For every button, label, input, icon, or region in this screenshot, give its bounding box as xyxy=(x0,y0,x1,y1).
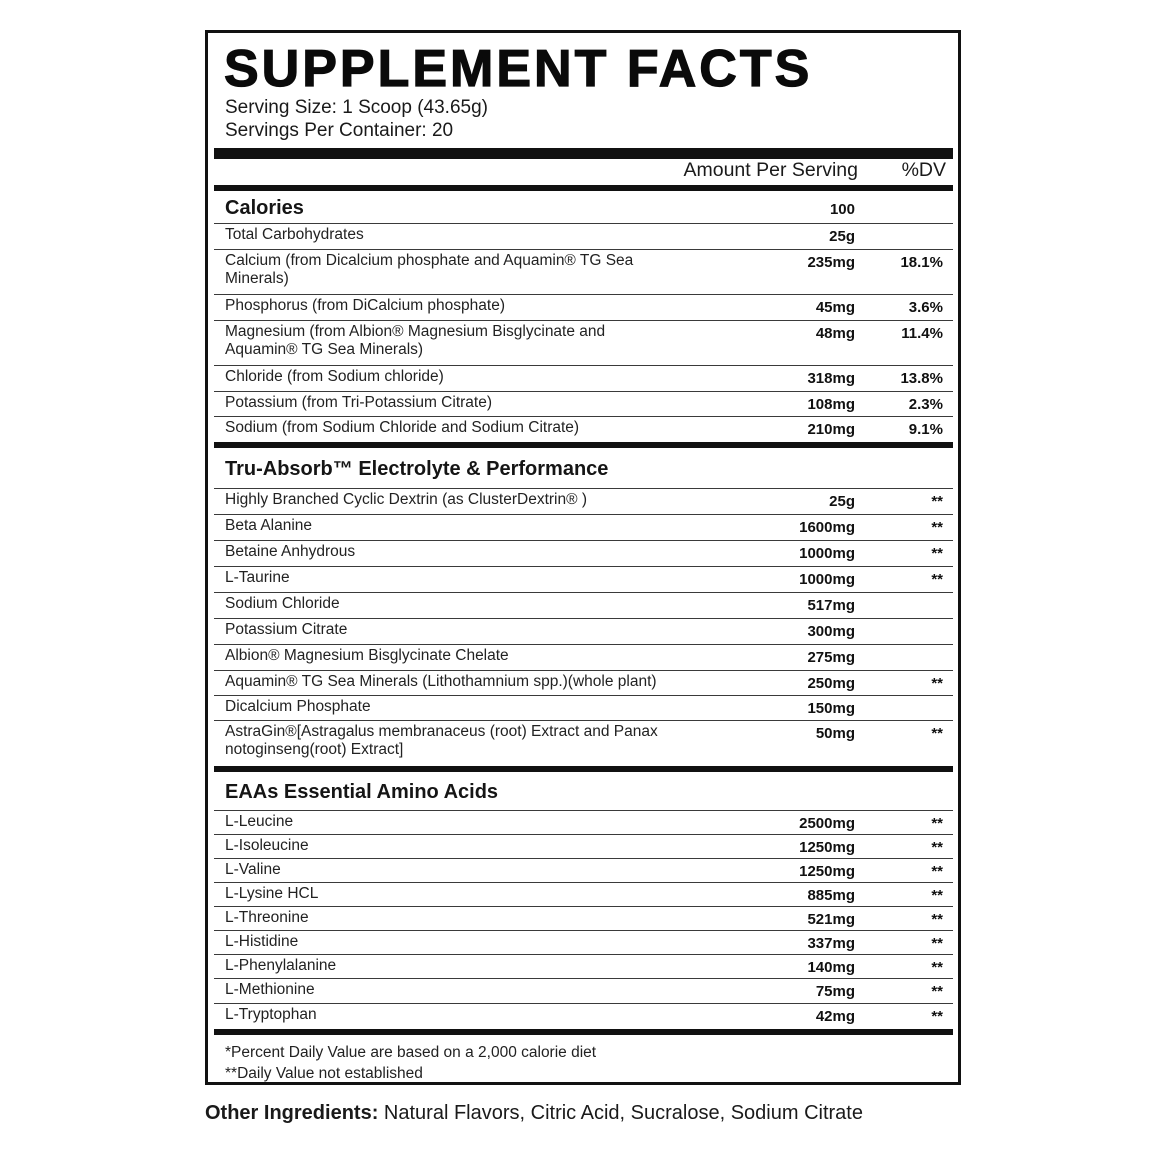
nutrient-row-amount: 318mg xyxy=(807,370,855,387)
blend-row-dv: ** xyxy=(931,675,943,692)
eaa-row-dv: ** xyxy=(931,839,943,856)
nutrient-row-name: Potassium (from Tri-Potassium Citrate) xyxy=(225,394,492,411)
blend-row-amount: 50mg xyxy=(815,725,855,742)
nutrient-row-name: Magnesium (from Albion® Magnesium Bisglycinate and Aquamin® TG Sea Minerals) xyxy=(225,323,606,358)
blend-row-name: AstraGin®[Astragalus membranaceus (root) Extract and Panax notoginseng(root) Extract] xyxy=(225,723,658,758)
nutrient-row-amount: 210mg xyxy=(807,421,855,438)
blend-row-amount: 300mg xyxy=(807,623,855,640)
nutrient-row-dv: 18.1% xyxy=(900,254,943,271)
footnote-not-established: **Daily Value not established xyxy=(225,1065,423,1082)
eaa-row-name: L-Leucine xyxy=(225,813,294,830)
blend-row xyxy=(214,619,953,645)
other-ingredients xyxy=(205,1102,863,1125)
blend-row-amount: 275mg xyxy=(807,649,855,666)
nutrient-row-amount: 45mg xyxy=(815,299,855,316)
medium-divider xyxy=(214,442,953,448)
eaa-row-dv: ** xyxy=(931,887,943,904)
blend-row-amount: 1000mg xyxy=(799,545,855,562)
other-ingredients-text: Natural Flavors, Citric Acid, Sucralose, Sodium Citrate xyxy=(378,1102,863,1124)
nutrient-row-dv: 3.6% xyxy=(908,299,943,316)
nutrient-row-dv: 13.8% xyxy=(900,370,943,387)
nutrient-row-dv: 11.4% xyxy=(901,325,943,342)
eaa-row-name: L-Methionine xyxy=(225,981,315,998)
nutrient-row-name: Phosphorus (from DiCalcium phosphate) xyxy=(225,297,505,314)
blend-row xyxy=(214,489,953,515)
other-ingredients-label: Other Ingredients: xyxy=(205,1102,379,1124)
calories-row xyxy=(214,191,953,224)
dv-header: %DV xyxy=(901,159,946,181)
blend-row-amount: 517mg xyxy=(807,597,855,614)
blend-row xyxy=(214,721,953,766)
blend-row xyxy=(214,567,953,593)
supplement-facts-panel xyxy=(205,30,961,1085)
calories-label: Calories xyxy=(225,197,304,219)
nutrient-row xyxy=(214,366,953,392)
eaa-row-name: L-Tryptophan xyxy=(225,1006,317,1023)
eaa-row-dv: ** xyxy=(931,1008,943,1025)
blend-row-amount: 25g xyxy=(829,493,855,510)
nutrient-row-amount: 235mg xyxy=(807,254,855,271)
blend-title-text: Tru-Absorb™ Electrolyte & Performance xyxy=(225,458,609,480)
calories-amount: 100 xyxy=(829,201,855,218)
eaa-row xyxy=(214,1004,953,1029)
blend-row-name: Beta Alanine xyxy=(225,517,313,534)
footnote-dv: *Percent Daily Value are based on a 2,000 calorie diet xyxy=(225,1044,597,1061)
eaa-row-name: L-Isoleucine xyxy=(225,837,309,854)
nutrient-row-amount: 108mg xyxy=(807,396,855,413)
blend-row-dv: ** xyxy=(931,725,943,742)
blend-row-amount: 250mg xyxy=(807,675,855,692)
eaa-row-amount: 75mg xyxy=(815,983,855,1000)
panel-title: SUPPLEMENT FACTS xyxy=(224,40,813,98)
blend-row-dv: ** xyxy=(931,545,943,562)
serving-size: Serving Size: 1 Scoop (43.65g) xyxy=(225,97,488,118)
nutrient-row-name: Chloride (from Sodium chloride) xyxy=(225,368,444,385)
blend-row-dv: ** xyxy=(931,493,943,510)
eaa-row-dv: ** xyxy=(931,935,943,952)
eaa-row xyxy=(214,883,953,907)
blend-row-amount: 1600mg xyxy=(799,519,855,536)
blend-row-name: Potassium Citrate xyxy=(225,621,348,638)
blend-row-name: Betaine Anhydrous xyxy=(225,543,356,560)
blend-row xyxy=(214,593,953,619)
eaa-row-dv: ** xyxy=(931,815,943,832)
eaa-row-dv: ** xyxy=(931,983,943,1000)
eaa-row-name: L-Lysine HCL xyxy=(225,885,319,902)
blend-row xyxy=(214,515,953,541)
nutrient-row xyxy=(214,250,953,295)
servings-per-container: Servings Per Container: 20 xyxy=(225,120,454,141)
blend-row xyxy=(214,696,953,721)
nutrient-row xyxy=(214,417,953,442)
eaa-row xyxy=(214,835,953,859)
eaa-row-amount: 885mg xyxy=(807,887,855,904)
eaa-row-amount: 337mg xyxy=(807,935,855,952)
eaa-row xyxy=(214,931,953,955)
eaa-row xyxy=(214,907,953,931)
eaa-row xyxy=(214,859,953,883)
eaa-row-dv: ** xyxy=(931,959,943,976)
eaa-row xyxy=(214,811,953,835)
eaa-row-name: L-Threonine xyxy=(225,909,309,926)
eaas-title-text: EAAs Essential Amino Acids xyxy=(225,781,499,803)
nutrient-row-dv: 2.3% xyxy=(908,396,943,413)
amount-per-serving-header: Amount Per Serving xyxy=(683,159,858,181)
eaa-row-amount: 42mg xyxy=(815,1008,855,1025)
nutrient-row-name: Calcium (from Dicalcium phosphate and Aquamin® TG Sea Minerals) xyxy=(225,252,634,287)
eaa-row xyxy=(214,955,953,979)
blend-row-name: Highly Branched Cyclic Dextrin (as ClusterDextrin® ) xyxy=(225,491,587,508)
nutrient-row xyxy=(214,321,953,366)
eaa-row-amount: 1250mg xyxy=(799,863,855,880)
eaas-title xyxy=(225,781,498,804)
blend-row-name: Dicalcium Phosphate xyxy=(225,698,371,715)
blend-row xyxy=(214,541,953,567)
eaa-row-name: L-Histidine xyxy=(225,933,299,950)
nutrient-row-name: Total Carbohydrates xyxy=(225,226,364,243)
eaa-row-name: L-Valine xyxy=(225,861,281,878)
nutrient-row-name: Sodium (from Sodium Chloride and Sodium Citrate) xyxy=(225,419,580,436)
nutrient-row xyxy=(214,392,953,417)
nutrient-row xyxy=(214,224,953,250)
blend-row-name: Sodium Chloride xyxy=(225,595,340,612)
medium-divider xyxy=(214,766,953,772)
blend-row-dv: ** xyxy=(931,571,943,588)
nutrient-row-amount: 25g xyxy=(829,228,855,245)
eaa-row-amount: 140mg xyxy=(807,959,855,976)
nutrient-row-dv: 9.1% xyxy=(908,421,943,438)
eaa-row-amount: 2500mg xyxy=(799,815,855,832)
eaa-row-dv: ** xyxy=(931,863,943,880)
blend-row-amount: 1000mg xyxy=(799,571,855,588)
blend-row-dv: ** xyxy=(931,519,943,536)
blend-row-name: L-Taurine xyxy=(225,569,290,586)
eaa-row-amount: 521mg xyxy=(807,911,855,928)
eaa-row xyxy=(214,979,953,1004)
thick-divider xyxy=(214,148,953,159)
blend-row xyxy=(214,671,953,696)
eaa-row-amount: 1250mg xyxy=(799,839,855,856)
nutrient-row-amount: 48mg xyxy=(815,325,855,342)
eaa-row-dv: ** xyxy=(931,911,943,928)
blend-row-amount: 150mg xyxy=(807,700,855,717)
blend-row xyxy=(214,645,953,671)
blend-title xyxy=(225,458,608,481)
blend-row-name: Aquamin® TG Sea Minerals (Lithothamnium spp.)(whole plant) xyxy=(225,673,657,690)
blend-row-name: Albion® Magnesium Bisglycinate Chelate xyxy=(225,647,509,664)
nutrient-row xyxy=(214,295,953,321)
medium-divider xyxy=(214,1029,953,1035)
eaa-row-name: L-Phenylalanine xyxy=(225,957,337,974)
